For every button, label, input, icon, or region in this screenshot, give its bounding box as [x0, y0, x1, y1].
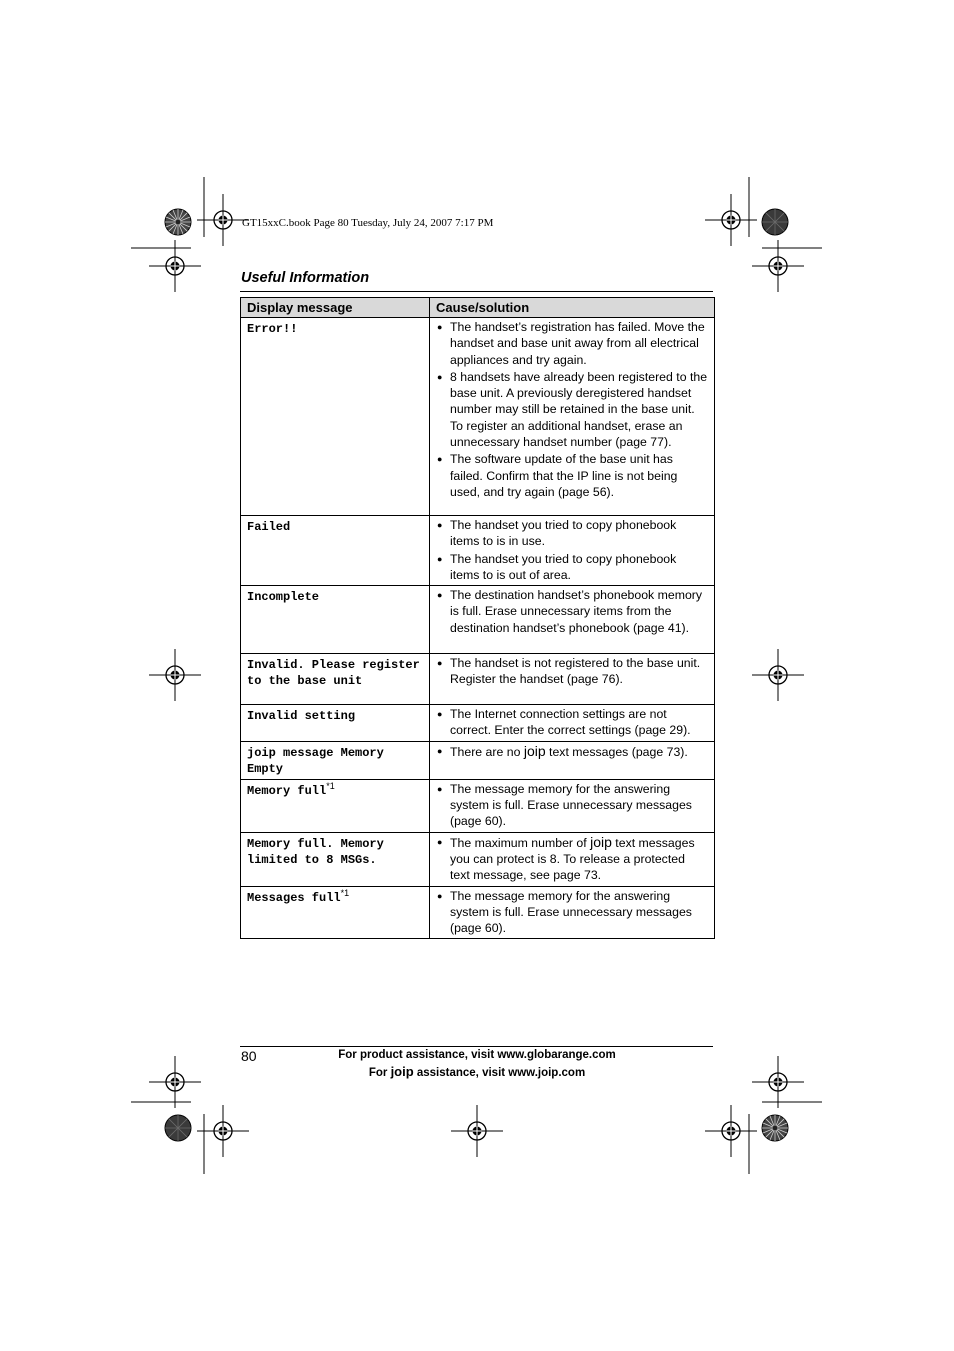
table-row — [241, 832, 715, 886]
display-message-table — [240, 297, 715, 939]
cause-solution — [430, 779, 715, 832]
title-rule — [240, 291, 713, 292]
table-row — [241, 705, 715, 742]
table-header-row — [241, 298, 715, 318]
joip-brand: joip — [590, 833, 612, 850]
table-row — [241, 318, 715, 516]
cause-item: ● The maximum number of joip text messages you can protect is 8. To release a protected text message, see page 73. — [436, 834, 708, 884]
display-message: Messages full$^{*1}$ — [241, 886, 430, 939]
section-title: Useful Information — [241, 270, 370, 286]
cause-solution — [430, 516, 715, 586]
print-header: GT15xxC.book Page 80 Tuesday, July 24, 2007 7:17 PM — [242, 217, 494, 229]
table-row — [241, 654, 715, 705]
display-message: Memory full. Memory limited to 8 MSGs. — [241, 832, 430, 886]
display-message: Invalid setting — [241, 705, 430, 742]
footer-rule — [240, 1046, 713, 1047]
joip-brand: joip — [523, 742, 546, 759]
footnote-marker: *1 — [326, 780, 335, 791]
cause-solution — [430, 318, 715, 516]
display-message: Incomplete — [241, 586, 430, 654]
display-message: Invalid. Please register to the base unit — [241, 654, 430, 705]
cause-solution — [430, 832, 715, 886]
table-row — [241, 741, 715, 779]
cause-solution — [430, 886, 715, 939]
cause-item: ● 8 handsets have already been registered to the base unit. A previously deregistered handset number may still be retained in the base unit. To register an additional handset, erase an unnecessary handset number (page 77). — [436, 369, 708, 450]
cause-item: ● The software update of the base unit has failed. Confirm that the IP line is not being used, and try again (page 56). — [436, 451, 708, 500]
footer-assistance-line: For product assistance, visit www.globarange.com — [338, 1049, 616, 1061]
table-row — [241, 886, 715, 939]
cause-item: ● The message memory for the answering system is full. Erase unnecessary messages (page 60). — [436, 781, 708, 830]
joip-brand: joip — [390, 1064, 414, 1079]
table-row — [241, 516, 715, 586]
cause-solution — [430, 586, 715, 654]
cause-solution — [430, 705, 715, 742]
cause-item: ● The Internet connection settings are not correct. Enter the correct settings (page 29). — [436, 706, 708, 739]
table-row — [241, 586, 715, 654]
display-message: joip message Memory Empty — [241, 741, 430, 779]
footer-joip-line: For joip assistance, visit www.joip.com — [368, 1064, 586, 1079]
table-row — [241, 779, 715, 832]
cause-item: ● The destination handset’s phonebook memory is full. Erase unnecessary items from the destination handset’s phonebook (page 41). — [436, 587, 708, 636]
page-number: 80 — [241, 1048, 257, 1064]
footnote-marker: *1 — [340, 887, 350, 898]
cause-item: ● The handset you tried to copy phonebook items to is out of area. — [436, 551, 708, 584]
display-message: Memory full$^{*1}$ — [241, 779, 430, 832]
cause-item: ● The handset’s registration has failed. Move the handset and base unit away from all electrical appliances and try again. — [436, 319, 708, 368]
cause-item: ● The message memory for the answering system is full. Erase unnecessary messages (page 60). — [436, 888, 708, 937]
cause-solution — [430, 654, 715, 705]
header-display-message: Display message — [241, 298, 430, 318]
cause-item: ● There are no joip text messages (page 73). — [436, 743, 708, 760]
display-message: Failed — [241, 516, 430, 586]
display-message: Error!! — [241, 318, 430, 516]
header-cause-solution: Cause/solution — [430, 298, 715, 318]
cause-item: ● The handset you tried to copy phonebook items to is in use. — [436, 517, 708, 550]
cause-solution — [430, 741, 715, 779]
cause-item: ● The handset is not registered to the base unit. Register the handset (page 76). — [436, 655, 708, 688]
